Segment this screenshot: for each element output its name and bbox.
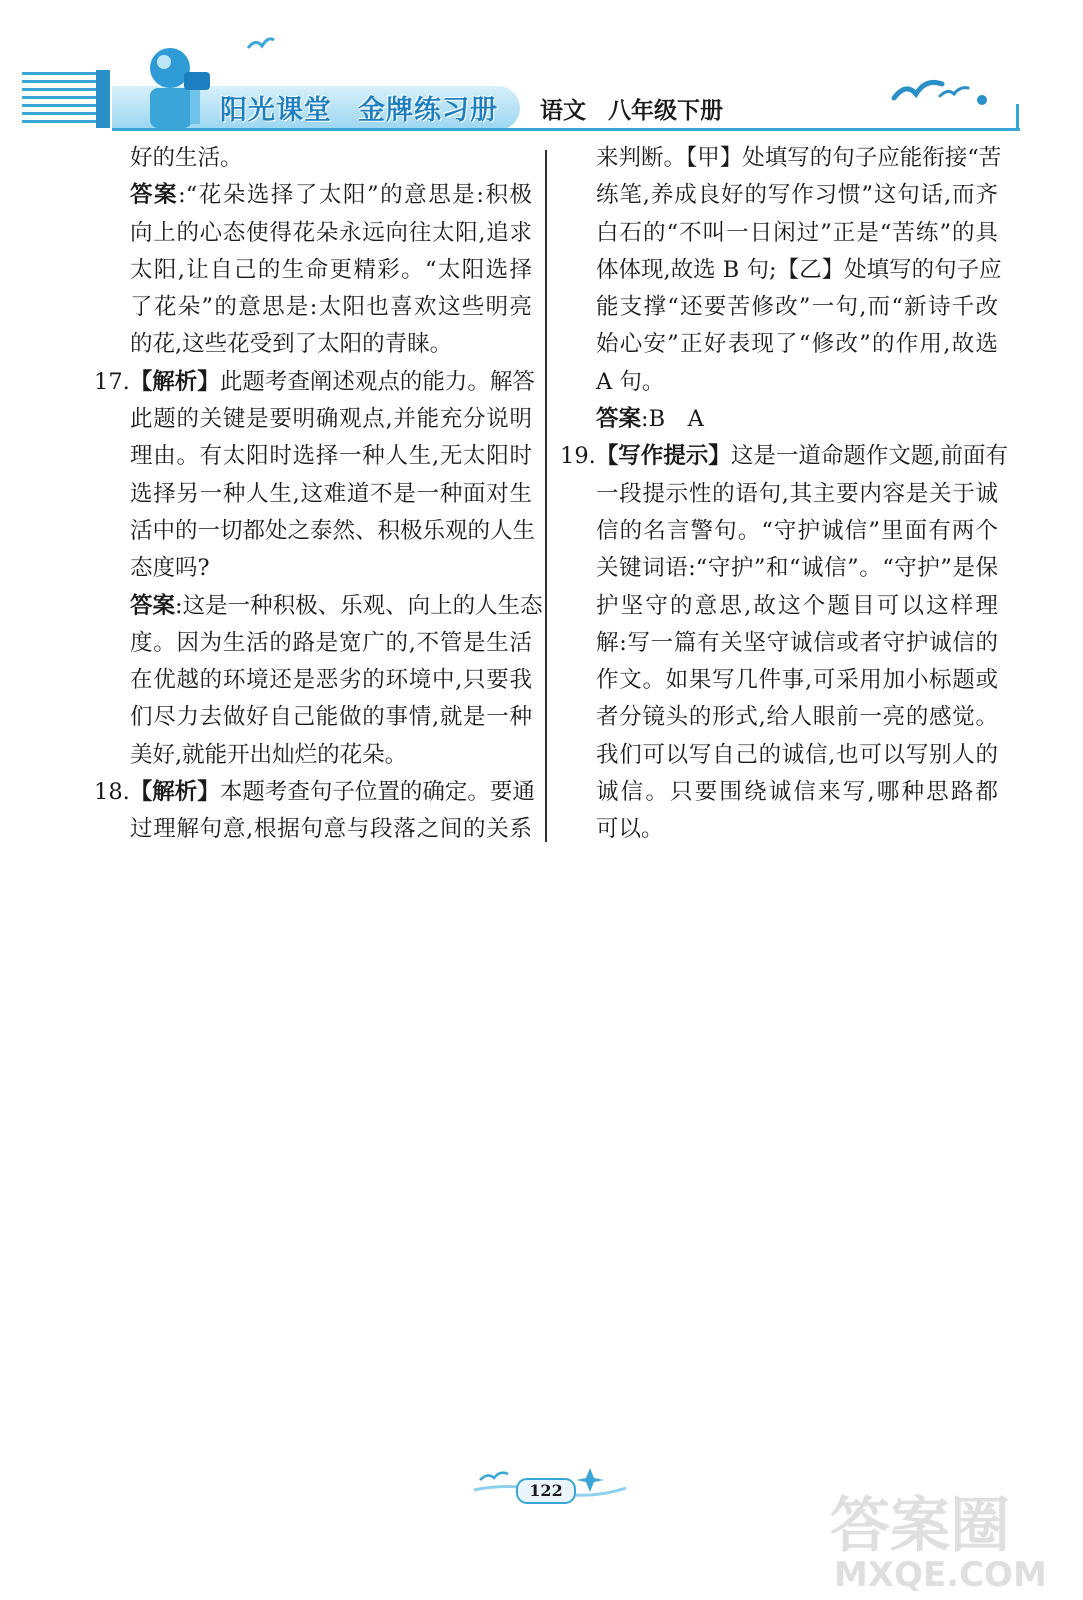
svg-text:答案圈: 答案圈 xyxy=(830,1491,1010,1561)
text-line xyxy=(560,625,998,662)
line-text: 向上的心态使得花朵永远向往太阳,追求 xyxy=(130,219,532,246)
text-line xyxy=(560,438,1008,475)
text-line xyxy=(560,662,998,699)
line-label: 答案 xyxy=(596,406,642,433)
text-line xyxy=(94,252,532,289)
text-line xyxy=(94,177,532,214)
text-line xyxy=(94,215,532,252)
text-line xyxy=(94,774,535,811)
line-text: 美好,就能开出灿烂的花朵。 xyxy=(130,741,408,768)
text-line xyxy=(94,289,532,326)
text-line xyxy=(94,811,532,848)
line-text: 的花,这些花受到了太阳的青睐。 xyxy=(130,331,453,358)
text-line xyxy=(94,588,543,625)
text-line xyxy=(94,513,536,550)
line-text: 态度吗? xyxy=(130,555,210,582)
line-text: 度。因为生活的路是宽广的,不管是生活 xyxy=(130,629,532,656)
header-underline-end xyxy=(1016,104,1019,131)
line-text: 们尽力去做好自己能做的事情,就是一种 xyxy=(130,704,532,731)
text-line xyxy=(94,737,532,774)
text-line xyxy=(94,625,532,662)
text-line xyxy=(94,326,532,363)
line-label: 【解析】 xyxy=(129,779,220,806)
text-line xyxy=(94,662,532,699)
line-text: 体体现,故选 B 句;【乙】处填写的句子应 xyxy=(596,256,1002,283)
text-line xyxy=(560,588,998,625)
text-line xyxy=(560,252,1002,289)
line-text: 在优越的环境还是恶劣的环境中,只要我 xyxy=(130,667,532,694)
line-text: 了花朵”的意思是:太阳也喜欢这些明亮 xyxy=(130,294,532,321)
right-column xyxy=(560,140,1008,849)
line-text: 本题考查句子位置的确定。要通 xyxy=(219,779,535,806)
question-number: 18. xyxy=(94,779,130,806)
header-bar-block xyxy=(96,70,110,128)
line-text: 解:写一篇有关坚守诚信或者守护诚信的 xyxy=(596,629,998,656)
line-text: 者分镜头的形式,给人眼前一亮的感觉。 xyxy=(596,704,998,731)
line-label: 【解析】 xyxy=(129,368,220,395)
series-title xyxy=(220,88,498,127)
line-text: A 句。 xyxy=(596,368,665,395)
line-text: :B A xyxy=(641,406,704,433)
line-text: 来判断。【甲】处填写的句子应能衔接“苦 xyxy=(596,145,1002,171)
line-text: 这是一道命题作文题,前面有 xyxy=(730,443,1008,470)
line-text: 我们可以写自己的诚信,也可以写别人的 xyxy=(596,741,998,768)
line-text: 始心安”正好表现了“修改”的作用,故选 xyxy=(596,331,998,358)
subject-label: 语文 xyxy=(540,98,586,124)
text-line xyxy=(560,177,998,214)
watermark-logo-icon xyxy=(820,1482,1070,1594)
text-line xyxy=(560,737,998,774)
text-line xyxy=(560,550,998,587)
text-line xyxy=(94,364,535,401)
text-line xyxy=(560,364,998,401)
line-label: 答案 xyxy=(130,182,179,209)
text-line xyxy=(94,699,532,736)
line-text: 好的生活。 xyxy=(130,145,243,171)
line-text: 此题考查阐述观点的能力。解答 xyxy=(219,368,535,395)
line-text: 关键词语:“守护”和“诚信”。“守护”是保 xyxy=(596,555,998,582)
line-text: 一段提示性的语句,其主要内容是关于诚 xyxy=(596,480,998,507)
text-line xyxy=(560,401,998,438)
line-text: 能支撑“还要苦修改”一句,而“新诗千改 xyxy=(596,294,998,321)
grade-label: 八年级下册 xyxy=(608,98,723,124)
line-text: 太阳,让自己的生命更精彩。“太阳选择 xyxy=(130,256,532,283)
line-text: 练笔,养成良好的写作习惯”这句话,而齐 xyxy=(596,182,998,209)
line-text: 理由。有太阳时选择一种人生,无太阳时 xyxy=(130,443,532,470)
text-line xyxy=(560,513,998,550)
text-line xyxy=(94,476,532,513)
mascot-icon xyxy=(128,42,218,132)
text-line xyxy=(560,289,998,326)
text-line xyxy=(94,401,532,438)
small-bird-icon xyxy=(246,34,276,54)
left-column xyxy=(94,140,543,849)
line-label: 答案 xyxy=(130,592,176,619)
line-text: 诚信。只要围绕诚信来写,哪种思路都 xyxy=(596,779,998,806)
text-line xyxy=(560,215,998,252)
text-line xyxy=(560,140,1002,177)
question-number: 19. xyxy=(560,443,596,470)
line-text: 可以。 xyxy=(596,816,664,843)
line-text: 白石的“不叫一日闲过”正是“苦练”的具 xyxy=(596,219,998,246)
line-label: 【写作提示】 xyxy=(595,443,731,470)
page-header xyxy=(0,0,1083,160)
text-line xyxy=(560,811,998,848)
line-text: :这是一种积极、乐观、向上的人生态 xyxy=(175,592,543,619)
question-number: 17. xyxy=(94,368,130,395)
page-number: 122 xyxy=(516,1478,576,1504)
text-line xyxy=(94,550,532,587)
column-divider xyxy=(545,150,547,842)
line-text: 活中的一切都处之泰然、积极乐观的人生 xyxy=(130,517,536,544)
line-text: 此题的关键是要明确观点,并能充分说明 xyxy=(130,406,532,433)
text-line xyxy=(94,140,532,177)
text-line xyxy=(560,476,998,513)
text-line xyxy=(560,774,998,811)
header-stripes xyxy=(22,72,106,130)
series-title-part1: 阳光课堂 xyxy=(220,95,332,126)
line-text: 信的名言警句。“守护诚信”里面有两个 xyxy=(596,517,998,544)
svg-text:MXQE.COM: MXQE.COM xyxy=(834,1555,1047,1594)
birds-icon xyxy=(890,74,1000,114)
text-line xyxy=(560,326,998,363)
text-line xyxy=(560,699,998,736)
line-text: :“花朵选择了太阳”的意思是:积极 xyxy=(178,182,532,209)
text-line xyxy=(94,438,532,475)
series-title-part2: 金牌练习册 xyxy=(358,95,498,126)
subject-grade xyxy=(540,92,723,125)
line-text: 护坚守的意思,故这个题目可以这样理 xyxy=(596,592,998,619)
header-underline xyxy=(112,128,1020,131)
line-text: 作文。如果写几件事,可采用加小标题或 xyxy=(596,667,998,694)
line-text: 选择另一种人生,这难道不是一种面对生 xyxy=(130,480,532,507)
line-text: 过理解句意,根据句意与段落之间的关系 xyxy=(130,816,532,843)
